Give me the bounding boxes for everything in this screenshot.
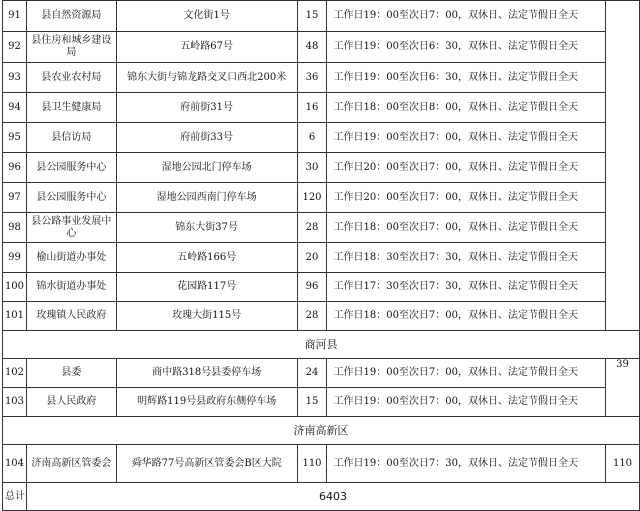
row-number: 92	[3, 32, 27, 63]
table-row	[3, 359, 640, 388]
unit-name: 县信访局	[26, 123, 116, 153]
open-hours: 工作日19：00至次日7：00，双休日、法定节假日全天	[327, 1, 606, 32]
total-row	[3, 483, 640, 511]
table-row	[3, 243, 640, 273]
unit-name: 县自然资源局	[26, 1, 116, 32]
parking-location: 文化街1号	[116, 1, 297, 32]
open-hours: 工作日19：00至次日6：30，双休日、法定节假日全天	[327, 63, 606, 93]
section-header-row	[3, 331, 640, 359]
unit-name: 县卫生健康局	[26, 93, 116, 123]
region-subtotal: 39	[606, 359, 640, 417]
table-row	[3, 302, 640, 331]
table-row	[3, 32, 640, 63]
parking-location: 湿地公园北门停车场	[116, 153, 297, 183]
row-number: 100	[3, 273, 27, 302]
parking-location: 湿地公园西南门停车场	[116, 183, 297, 213]
row-number: 99	[3, 243, 27, 273]
row-number: 98	[3, 213, 27, 243]
open-hours: 工作日20：00至次日7：00，双休日、法定节假日全天	[327, 183, 606, 213]
parking-location: 锦东大街37号	[116, 213, 297, 243]
table-row	[3, 123, 640, 153]
row-number: 95	[3, 123, 27, 153]
space-count: 110	[297, 445, 327, 483]
unit-name: 县公园服务中心	[26, 183, 116, 213]
parking-location: 府前街33号	[116, 123, 297, 153]
section-title-gaoxin: 济南高新区	[3, 417, 640, 445]
space-count: 96	[297, 273, 327, 302]
parking-location: 府前街31号	[116, 93, 297, 123]
table-row	[3, 213, 640, 243]
parking-location: 玫瑰大街115号	[116, 302, 297, 331]
row-number: 102	[3, 359, 27, 388]
open-hours: 工作日18：00至次日8：00，双休日、法定节假日全天	[327, 93, 606, 123]
open-hours: 工作日20：00至次日7：00，双休日、法定节假日全天	[327, 153, 606, 183]
row-number: 101	[3, 302, 27, 331]
open-hours: 工作日18：00至次日7：00，双休日、法定节假日全天	[327, 302, 606, 331]
unit-name: 县人民政府	[26, 388, 116, 417]
section-title-shanghe: 商河县	[3, 331, 640, 359]
region-subtotal-cell	[606, 1, 640, 331]
section-header-row	[3, 417, 640, 445]
total-value: 6403	[26, 483, 639, 511]
parking-location: 五岭路67号	[116, 32, 297, 63]
space-count: 120	[297, 183, 327, 213]
open-hours: 工作日19：00至次日7：30，双休日、法定节假日全天	[327, 445, 606, 483]
row-number: 93	[3, 63, 27, 93]
unit-name: 县公路事业发展中心	[26, 213, 116, 243]
row-number: 104	[3, 445, 27, 483]
table-row	[3, 153, 640, 183]
open-hours: 工作日18：30至次日7：30，双休日、法定节假日全天	[327, 243, 606, 273]
unit-name: 县委	[26, 359, 116, 388]
open-hours: 工作日19：00至次日7：00，双休日、法定节假日全天	[327, 388, 606, 417]
table-row	[3, 445, 640, 483]
row-number: 97	[3, 183, 27, 213]
space-count: 28	[297, 302, 327, 331]
space-count: 30	[297, 153, 327, 183]
parking-table	[2, 0, 640, 511]
table-row	[3, 93, 640, 123]
parking-location: 舜华路77号高新区管委会B区大院	[116, 445, 297, 483]
open-hours: 工作日19：00至次日7：00，双休日、法定节假日全天	[327, 123, 606, 153]
table-row	[3, 63, 640, 93]
unit-name: 锦水街道办事处	[26, 273, 116, 302]
unit-name: 县住房和城乡建设局	[26, 32, 116, 63]
table-row	[3, 1, 640, 32]
unit-name: 县公园服务中心	[26, 153, 116, 183]
parking-location: 锦东大街与锦龙路交叉口西北200米	[116, 63, 297, 93]
unit-name: 县农业农村局	[26, 63, 116, 93]
open-hours: 工作日19：00至次日6：30，双休日、法定节假日全天	[327, 32, 606, 63]
space-count: 48	[297, 32, 327, 63]
table-row	[3, 273, 640, 302]
space-count: 36	[297, 63, 327, 93]
open-hours: 工作日19：00至次日7：00，双休日、法定节假日全天	[327, 359, 606, 388]
row-number: 96	[3, 153, 27, 183]
open-hours: 工作日18：00至次日7：00，双休日、法定节假日全天	[327, 213, 606, 243]
space-count: 15	[297, 1, 327, 32]
unit-name: 榆山街道办事处	[26, 243, 116, 273]
row-number: 103	[3, 388, 27, 417]
total-label: 总计	[3, 483, 27, 511]
region-subtotal: 110	[606, 445, 640, 483]
parking-location: 五岭路166号	[116, 243, 297, 273]
space-count: 28	[297, 213, 327, 243]
row-number: 94	[3, 93, 27, 123]
table-row	[3, 183, 640, 213]
space-count: 16	[297, 93, 327, 123]
parking-location: 商中路318号县委停车场	[116, 359, 297, 388]
space-count: 15	[297, 388, 327, 417]
unit-name: 玫瑰镇人民政府	[26, 302, 116, 331]
parking-location: 花园路117号	[116, 273, 297, 302]
space-count: 6	[297, 123, 327, 153]
space-count: 24	[297, 359, 327, 388]
open-hours: 工作日17：30至次日7：30，双休日、法定节假日全天	[327, 273, 606, 302]
space-count: 20	[297, 243, 327, 273]
parking-location: 明辉路119号县政府东侧停车场	[116, 388, 297, 417]
table-row	[3, 388, 640, 417]
row-number: 91	[3, 1, 27, 32]
unit-name: 济南高新区管委会	[26, 445, 116, 483]
